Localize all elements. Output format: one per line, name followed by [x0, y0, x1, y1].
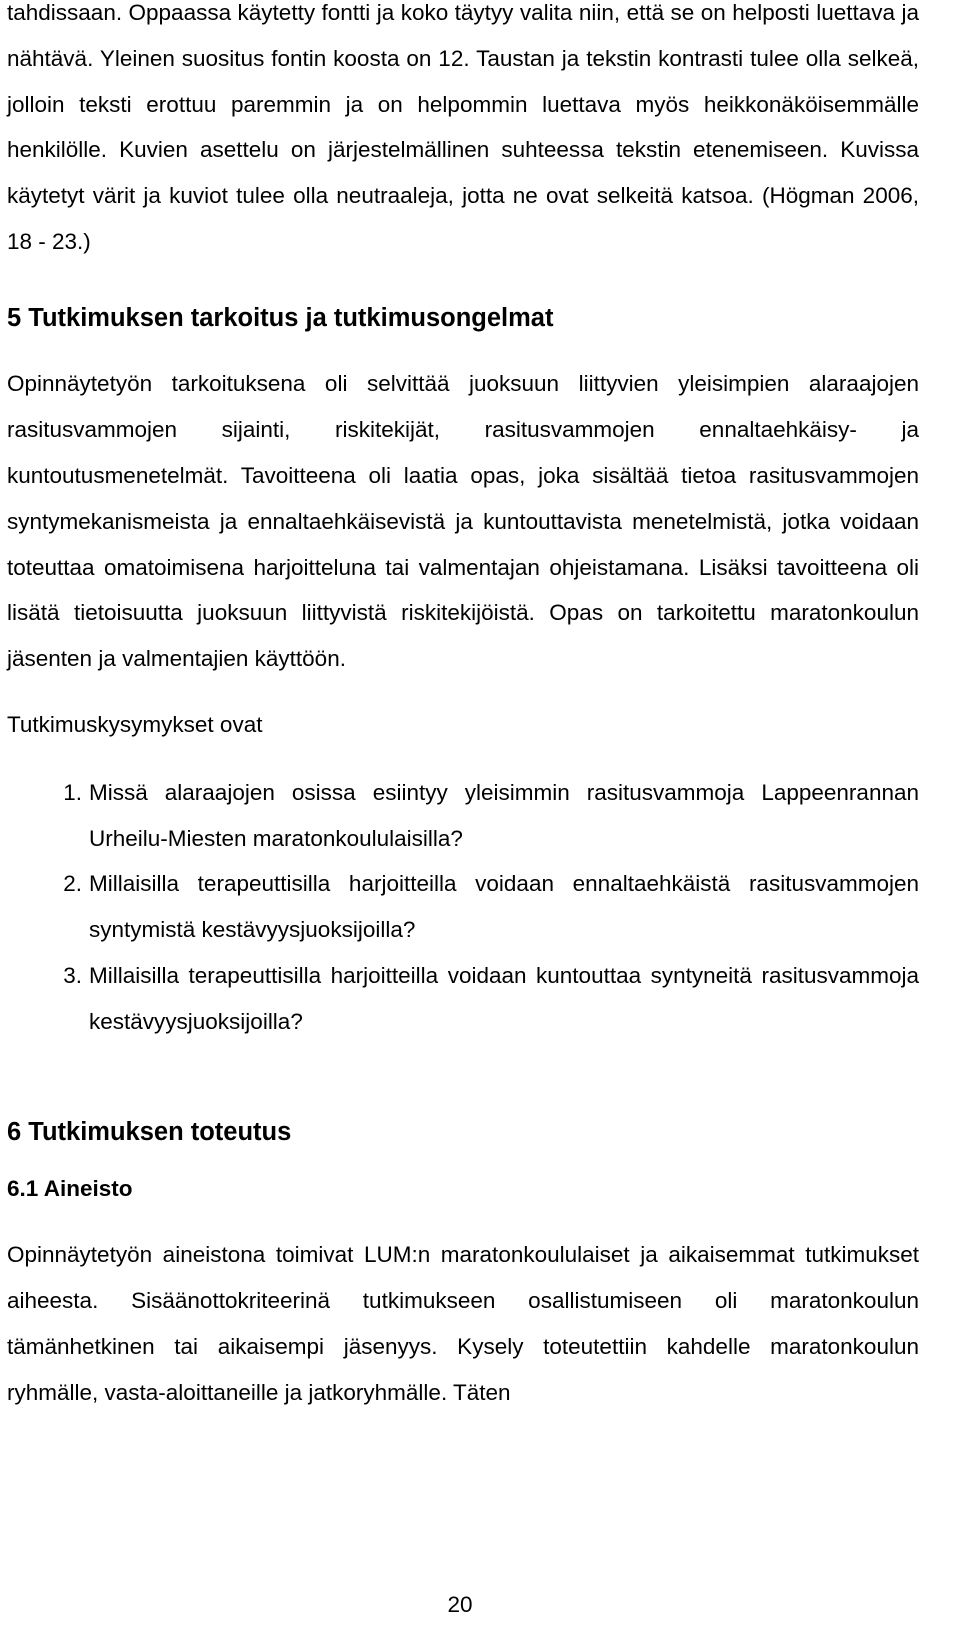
list-item [7, 770, 919, 862]
list-item-text: Missä alaraajojen osissa esiintyy yleisimmin rasitusvammoja Lappeenrannan Urheilu-Miesten maratonkoululaisilla? [89, 779, 919, 851]
list-item-text: Millaisilla terapeuttisilla harjoitteilla voidaan ennaltaehkäistä rasitusvammojen syntymistä kestävyysjuoksijoilla? [89, 871, 919, 943]
section-6-1-heading: 6.1 Aineisto [7, 1176, 133, 1202]
intro-paragraph: tahdissaan. Oppaassa käytetty fontti ja koko täytyy valita niin, että se on helposti luettava ja nähtävä. Yleinen suositus fontin koosta on 12. Taustan ja tekstin kontrasti tulee olla selkeä, jolloin teksti erottuu paremmin ja on helpommin luettava myös heikkonäköisemmälle henkilölle. Kuvien asettelu on järjestelmällinen suhteessa tekstin etenemiseen. Kuvissa käytetyt värit ja kuviot tulee olla neutraaleja, jotta ne ovat selkeitä katsoa. (Högman 2006, 18 - 23.) [7, 0, 919, 254]
list-item [7, 953, 919, 1045]
research-questions-list [7, 770, 919, 1045]
list-item-number: 1. [63, 779, 82, 805]
list-item [7, 861, 919, 953]
section-5-heading: 5 Tutkimuksen tarkoitus ja tutkimusongelmat [7, 303, 554, 332]
section-6-heading: 6 Tutkimuksen toteutus [7, 1117, 292, 1146]
questions-intro: Tutkimuskysymykset ovat [7, 711, 263, 737]
section-6-1-paragraph: Opinnäytetyön aineistona toimivat LUM:n maratonkoululaiset ja aikaisemmat tutkimukset aiheesta. Sisäänottokriteerinä tutkimukseen osallistumiseen oli maratonkoulun tämänhetkinen tai aikaisempi jäsenyys. Kysely toteutettiin kahdelle maratonkoulun ryhmälle, vasta-aloittaneille ja jatkoryhmälle. Täten [7, 1242, 919, 1405]
section-5-paragraph: Opinnäytetyön tarkoituksena oli selvittää juoksuun liittyvien yleisimpien alaraajojen rasitusvammojen sijainti, riskitekijät, rasitusvammojen ennaltaehkäisy- ja kuntoutusmenetelmät. Tavoitteena oli laatia opas, joka sisältää tietoa rasitusvammojen syntymekanismeista ja ennaltaehkäisevistä ja kuntouttavista menetelmistä, jotka voidaan toteuttaa omatoimisena harjoitteluna tai valmentajan ohjeistamana. Lisäksi tavoitteena oli lisätä tietoisuutta juoksuun liittyvistä riskitekijöistä. Opas on tarkoitettu maratonkoulun jäsenten ja valmentajien käyttöön. [7, 371, 919, 672]
list-item-text: Millaisilla terapeuttisilla harjoitteilla voidaan kuntouttaa syntyneitä rasitusvammoja kestävyysjuoksijoilla? [89, 962, 919, 1034]
document-page [7, 0, 919, 1415]
list-item-number: 2. [63, 871, 82, 897]
page-number: 20 [447, 1592, 473, 1617]
list-item-number: 3. [63, 962, 82, 988]
